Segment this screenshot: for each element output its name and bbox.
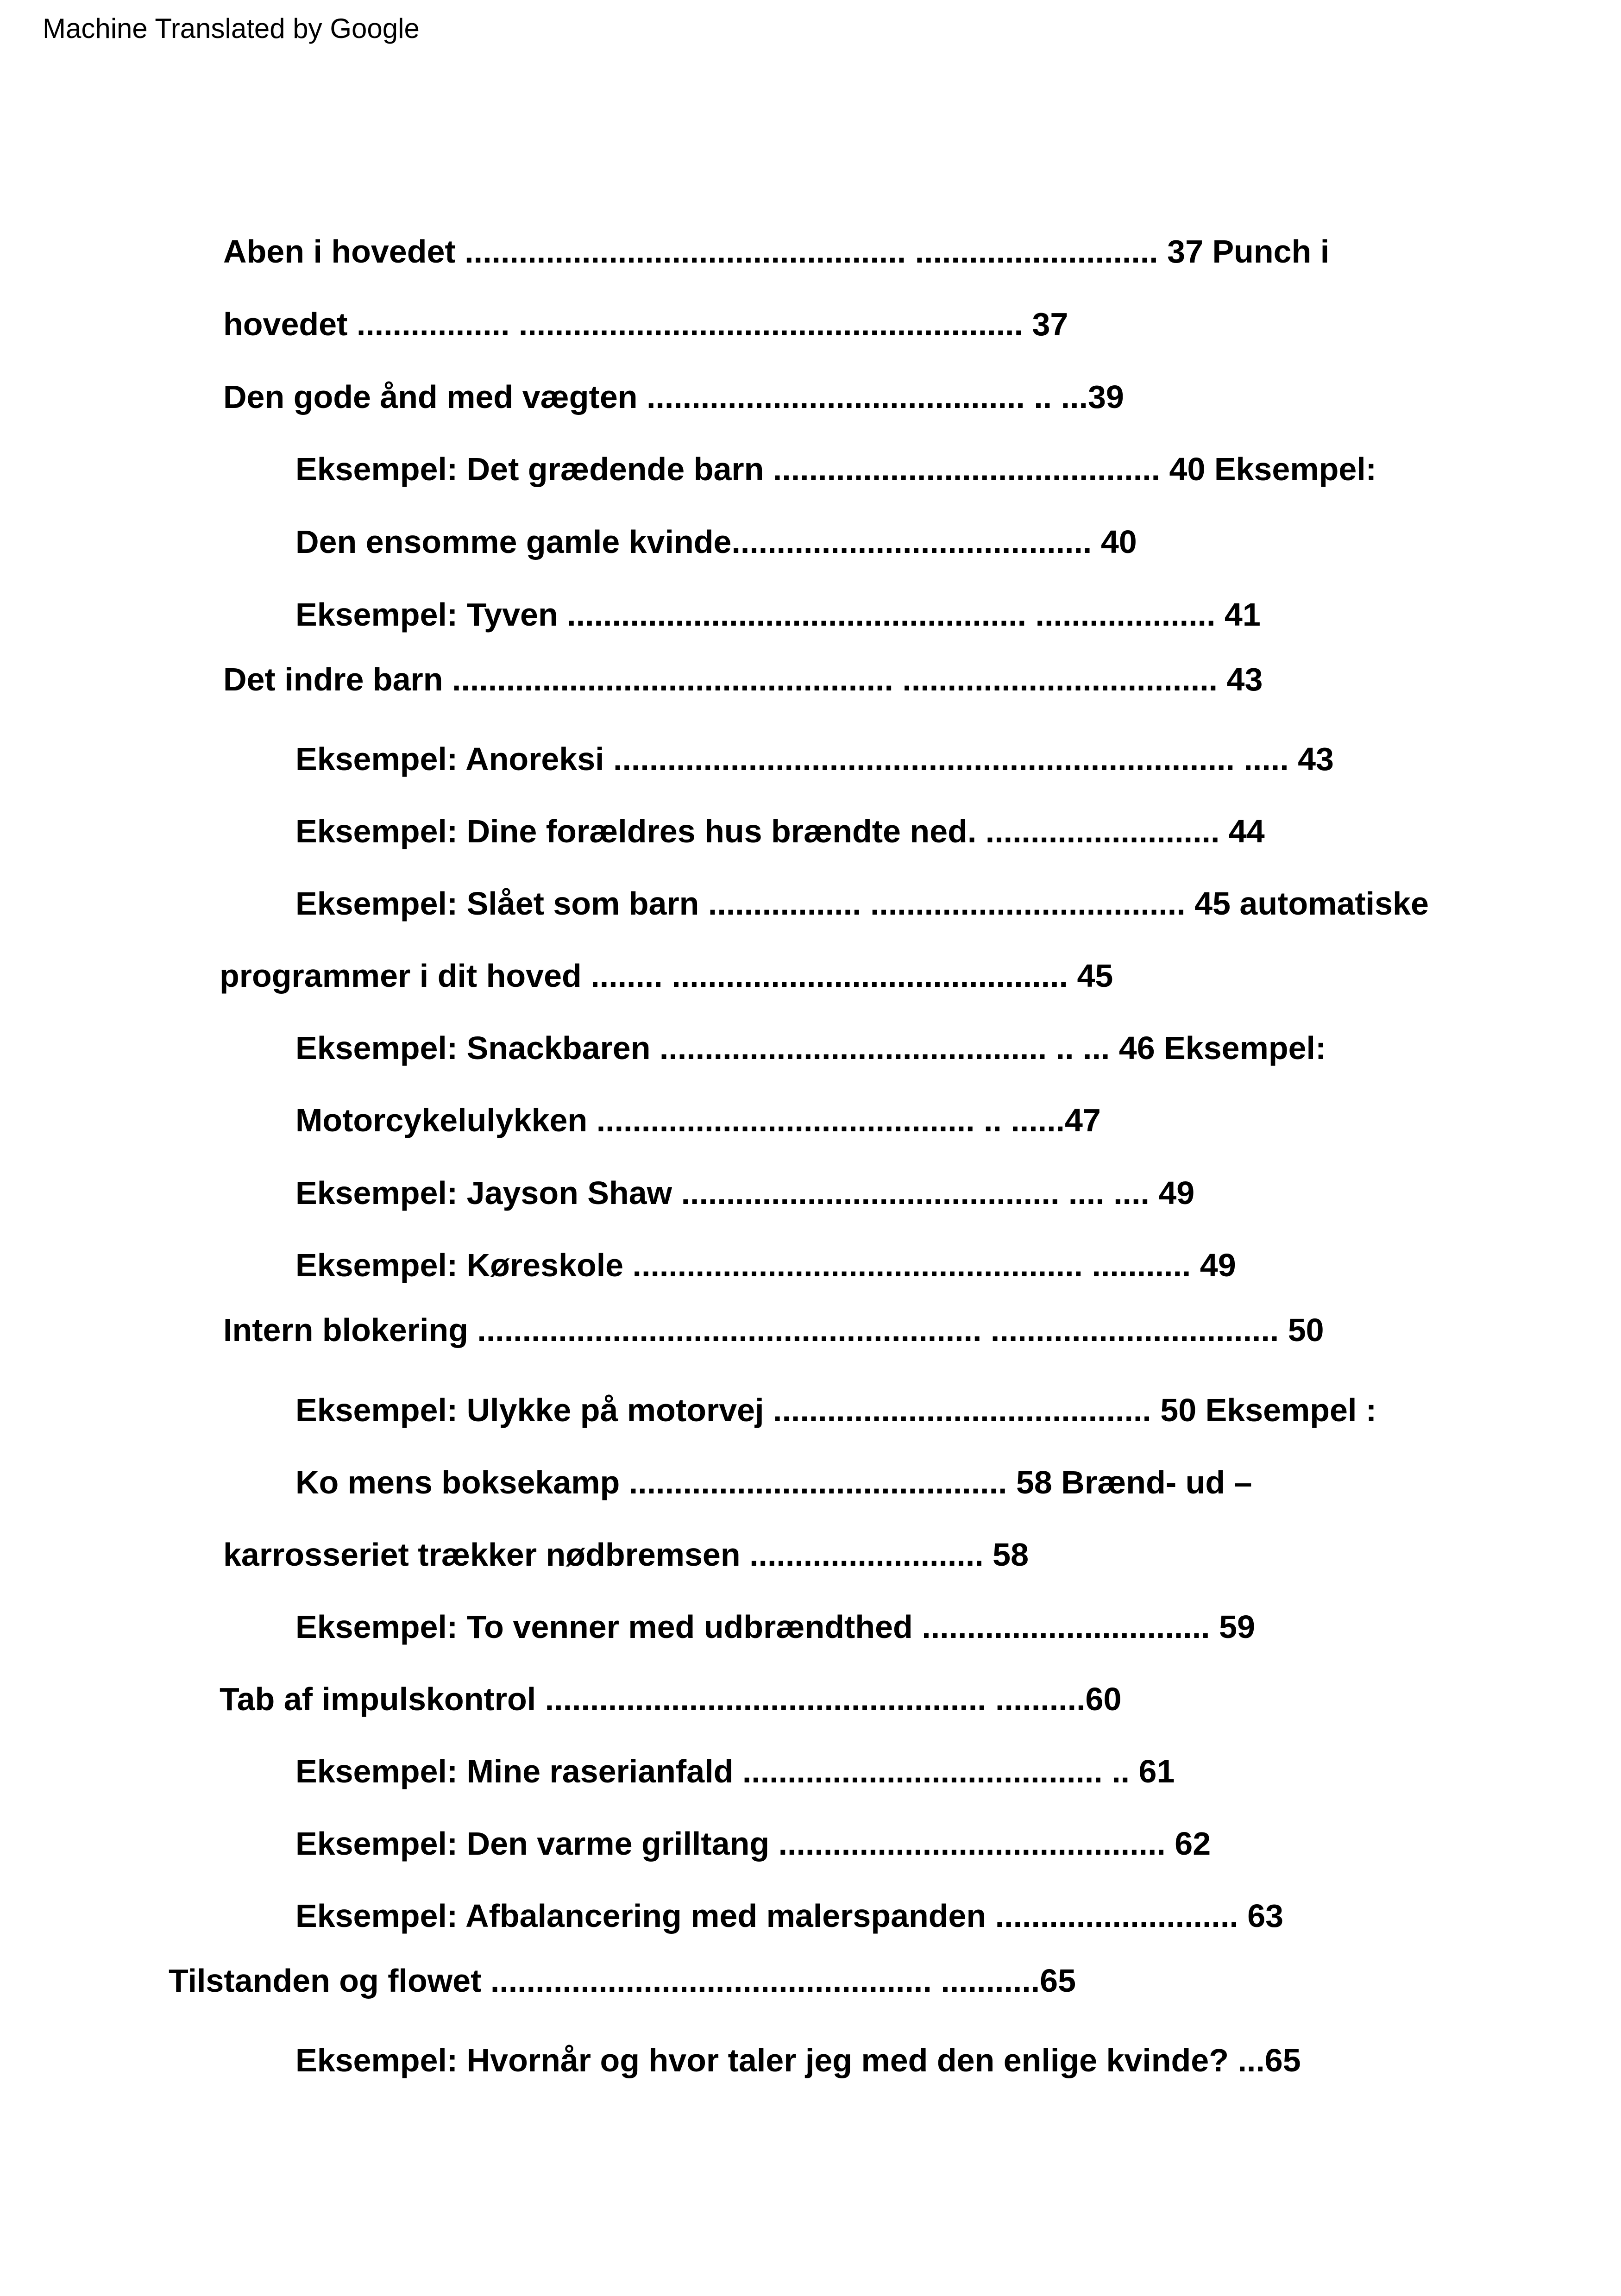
toc-line: Tilstanden og flowet ................................................. ...........65 [169, 1963, 1076, 1999]
toc-line: Eksempel: Anoreksi ..................................................................... ..... 43 [295, 741, 1334, 777]
toc-line: Eksempel: Den varme grilltang ........................................... 62 [295, 1826, 1211, 1862]
toc-line: Eksempel: To venner med udbrændthed ................................ 59 [295, 1609, 1255, 1645]
toc-line: programmer i dit hoved ........ ............................................ 45 [220, 958, 1113, 994]
toc-line: Motorcykelulykken .......................................... .. ......47 [295, 1102, 1101, 1138]
toc-line: Eksempel: Det grædende barn ........................................... 40 Eksempel: [295, 451, 1377, 487]
toc-line: Ko mens boksekamp .......................................... 58 Brænd- ud – [295, 1464, 1252, 1500]
toc-line: Eksempel: Ulykke på motorvej .......................................... 50 Eksempel : [295, 1392, 1377, 1428]
toc-line: Eksempel: Mine raserianfald ........................................ .. 61 [295, 1753, 1175, 1789]
toc-line: Eksempel: Dine forældres hus brændte ned. .......................... 44 [295, 813, 1265, 849]
toc-line: Eksempel: Afbalancering med malerspanden ........................... 63 [295, 1898, 1284, 1934]
toc-line: Den ensomme gamle kvinde........................................ 40 [295, 524, 1137, 560]
toc-line: Intern blokering ........................................................ ................................ 50 [223, 1312, 1324, 1348]
machine-translation-banner: Machine Translated by Google [43, 13, 420, 44]
toc-line: Eksempel: Snackbaren ........................................... .. ... 46 Eksempel: [295, 1030, 1326, 1066]
toc-line: Eksempel: Tyven ................................................... .................... 41 [295, 596, 1261, 633]
toc-line: Den gode ånd med vægten .......................................... .. ...39 [223, 379, 1124, 415]
toc-line: Aben i hovedet ................................................. ........................... 37 Punch i [223, 233, 1330, 270]
toc-line: karrosseriet trækker nødbremsen .......................... 58 [223, 1537, 1029, 1573]
toc-line: Eksempel: Jayson Shaw .......................................... .... .... 49 [295, 1175, 1195, 1211]
toc-line: Eksempel: Køreskole .................................................. ........... 49 [295, 1247, 1236, 1283]
toc-line: Eksempel: Slået som barn ................. ................................... 45 automatiske [295, 885, 1429, 922]
toc-line: hovedet ................. ........................................................ 37 [223, 306, 1068, 342]
toc-line: Eksempel: Hvornår og hvor taler jeg med den enlige kvinde? ...65 [295, 2042, 1301, 2078]
toc-line: Tab af impulskontrol ................................................. ..........60 [220, 1681, 1122, 1717]
toc-line: Det indre barn ................................................. ................................... 43 [223, 661, 1263, 697]
